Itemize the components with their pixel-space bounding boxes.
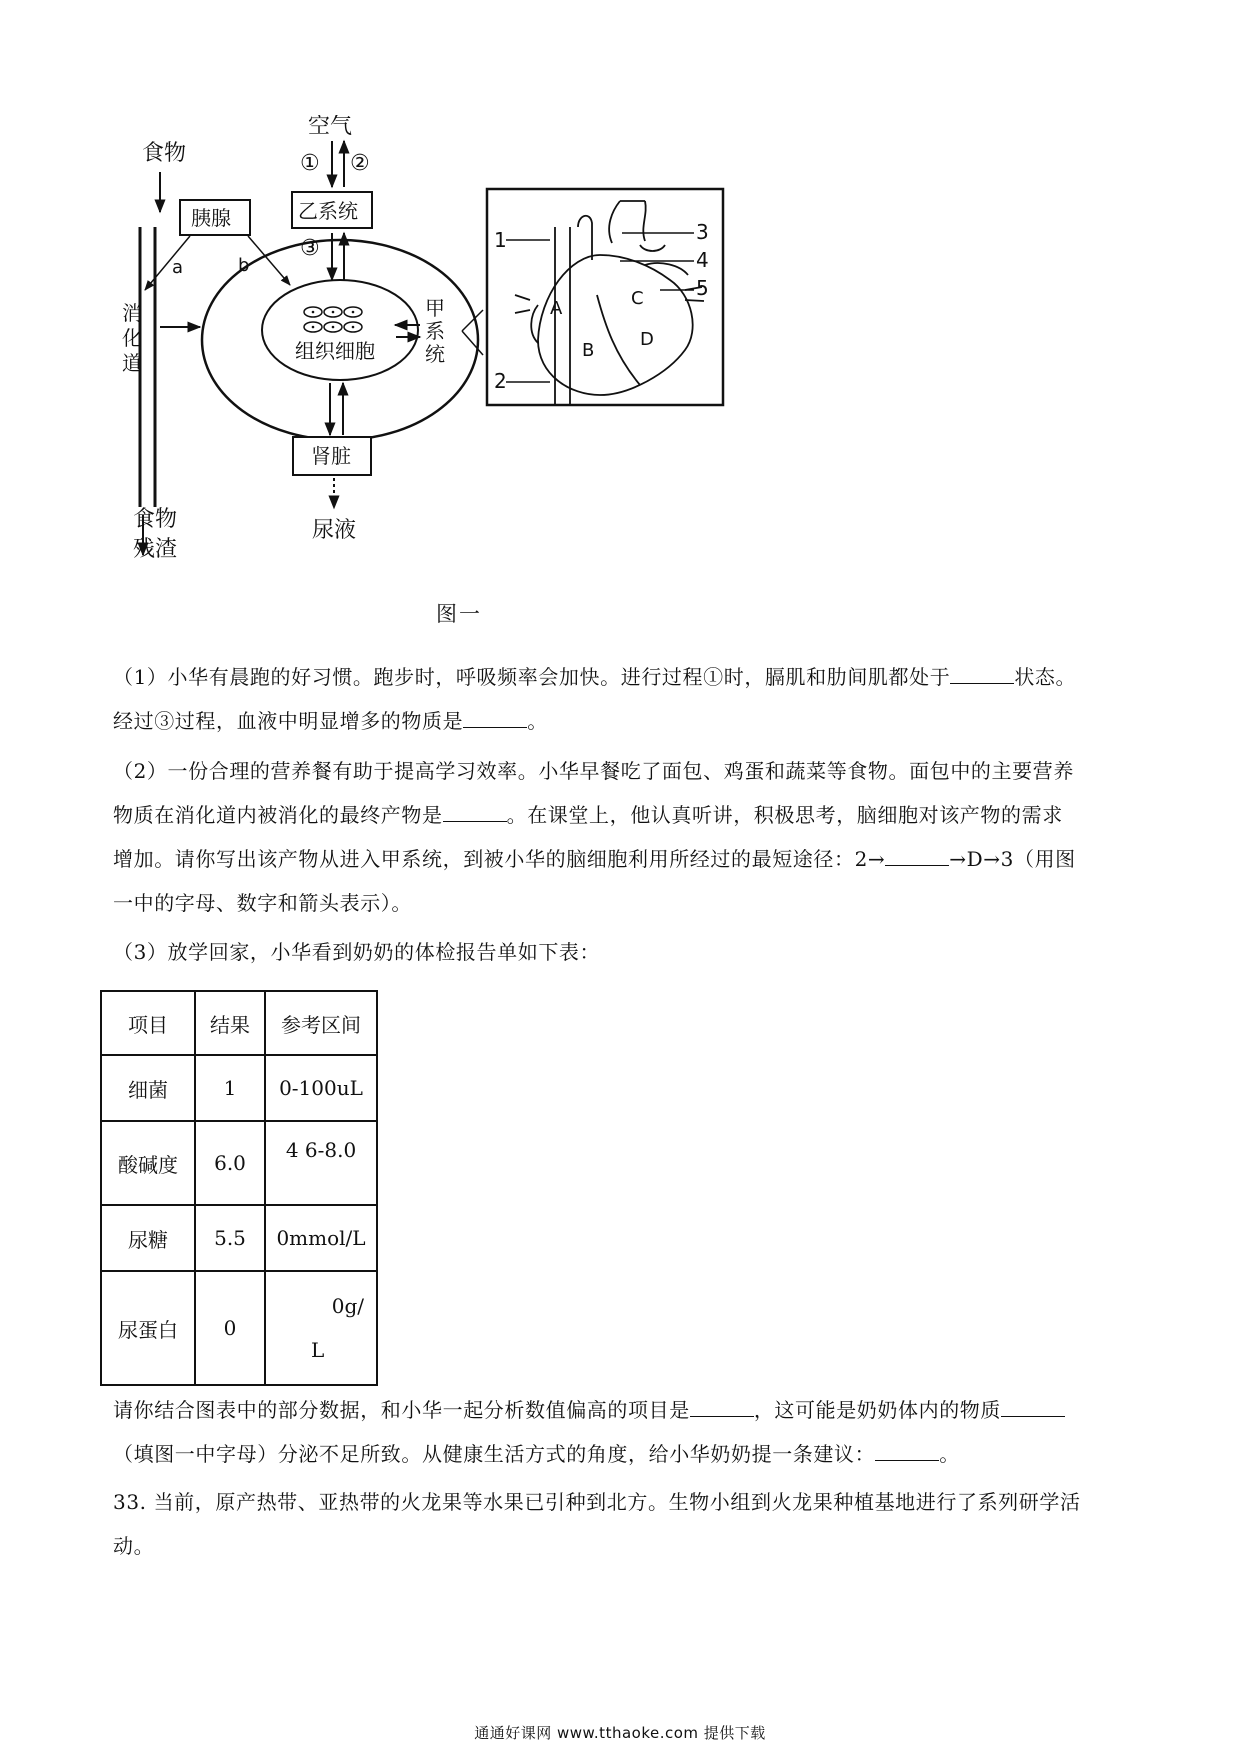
label-digestive-3: 道 — [122, 351, 142, 375]
q3-line2: （填图一中字母）分泌不足所致。从健康生活方式的角度，给小华奶奶提一条建议： 。 — [113, 1442, 960, 1466]
table-cell: 0mmol/L — [265, 1205, 377, 1271]
table-cell: 5.5 — [195, 1205, 265, 1271]
table-header: 参考区间 — [265, 991, 377, 1055]
label-jia-1: 甲 — [425, 296, 445, 320]
question-3-intro: （3）放学回家，小华看到奶奶的体检报告单如下表： — [113, 940, 601, 964]
label-system-yi: 乙系统 — [298, 199, 358, 223]
heart-label-B: B — [582, 340, 595, 361]
label-food-residue: 食物 残渣 — [133, 507, 178, 562]
label-jia-2: 系 — [425, 319, 445, 343]
figure-caption: 图一 — [436, 602, 482, 626]
q33-line2: 动。 — [113, 1534, 155, 1558]
table-cell: 4 6-8.0 — [265, 1121, 377, 1205]
question-2 — [113, 749, 1133, 925]
question-33 — [113, 1480, 1133, 1568]
table-row — [101, 1121, 377, 1205]
table-header: 项目 — [101, 991, 195, 1055]
answer-blank[interactable] — [875, 1442, 939, 1461]
label-digestive-1: 消 — [122, 301, 142, 325]
table-row — [101, 1055, 377, 1121]
label-digestive-2: 化 — [122, 326, 142, 350]
q3-line1: 请你结合图表中的部分数据，和小华一起分析数值偏高的项目是 ，这可能是奶奶体内的物质 — [113, 1388, 1133, 1432]
answer-blank[interactable] — [885, 847, 949, 866]
answer-blank[interactable] — [463, 709, 527, 728]
q2-line4: 一中的字母、数字和箭头表示）。 — [113, 891, 412, 915]
label-a: a — [172, 257, 184, 278]
heart-label-3: 3 — [696, 220, 709, 244]
heart-label-1: 1 — [494, 228, 507, 252]
answer-blank[interactable] — [950, 665, 1014, 684]
table-cell: 细菌 — [101, 1055, 195, 1121]
table-cell: 1 — [195, 1055, 265, 1121]
page-footer: 通通好课网 www.tthaoke.com 提供下载 — [474, 1724, 766, 1742]
label-step2: ② — [350, 151, 370, 176]
label-b: b — [238, 255, 250, 276]
q2-line1: （2）一份合理的营养餐有助于提高学习效率。小华早餐吃了面包、鸡蛋和蔬菜等食物。面包中的主要营养 — [113, 759, 1074, 783]
q33-line1: 33. 当前，原产热带、亚热带的火龙果等水果已引种到北方。生物小组到火龙果种植基地进行了系列研学活 — [113, 1490, 1081, 1514]
heart-label-4: 4 — [696, 248, 709, 272]
table-row — [101, 1205, 377, 1271]
figure-diagram — [100, 115, 860, 600]
answer-blank[interactable] — [1001, 1398, 1065, 1417]
table-header: 结果 — [195, 991, 265, 1055]
label-step1: ① — [300, 151, 320, 176]
health-report-table — [100, 990, 378, 1386]
answer-blank[interactable] — [690, 1398, 754, 1417]
heart-label-5: 5 — [696, 276, 709, 300]
q2-line2: 物质在消化道内被消化的最终产物是 。在课堂上，他认真听讲，积极思考，脑细胞对该产物的需求 — [113, 803, 1063, 827]
table-cell-line: 0g/ — [331, 1294, 364, 1318]
table-cell: 0-100uL — [265, 1055, 377, 1121]
heart-label-A: A — [550, 298, 563, 319]
label-air: 空气 — [308, 115, 353, 139]
label-jia-3: 统 — [425, 342, 445, 366]
table-cell: 0 — [195, 1271, 265, 1385]
label-tissue-cells: 组织细胞 — [295, 339, 375, 363]
heart-label-D: D — [640, 329, 654, 350]
label-step3: ③ — [300, 236, 320, 261]
table-cell — [265, 1271, 377, 1385]
question-1 — [113, 655, 1133, 743]
table-row — [101, 1271, 377, 1385]
question-3-analysis — [113, 1388, 1133, 1476]
table-cell-line: L — [311, 1338, 325, 1362]
q1-line2: 经过③过程，血液中明显增多的物质是 。 — [113, 709, 548, 733]
table-cell: 酸碱度 — [101, 1121, 195, 1205]
label-kidney: 肾脏 — [311, 444, 351, 468]
table-header-row — [101, 991, 377, 1055]
heart-label-C: C — [631, 288, 644, 309]
q2-line3: 增加。请你写出该产物从进入甲系统，到被小华的脑细胞利用所经过的最短途径：2→ →D→3（用图 — [113, 847, 1076, 871]
label-urine: 尿液 — [312, 518, 357, 543]
q1-line1: （1）小华有晨跑的好习惯。跑步时，呼吸频率会加快。进行过程①时，膈肌和肋间肌都处于 状态。 — [113, 665, 1077, 689]
table-cell: 尿糖 — [101, 1205, 195, 1271]
heart-label-2: 2 — [494, 369, 507, 393]
label-food: 食物 — [142, 141, 187, 166]
label-pancreas: 胰腺 — [191, 206, 231, 230]
table-cell: 尿蛋白 — [101, 1271, 195, 1385]
table-cell: 6.0 — [195, 1121, 265, 1205]
answer-blank[interactable] — [443, 803, 507, 822]
